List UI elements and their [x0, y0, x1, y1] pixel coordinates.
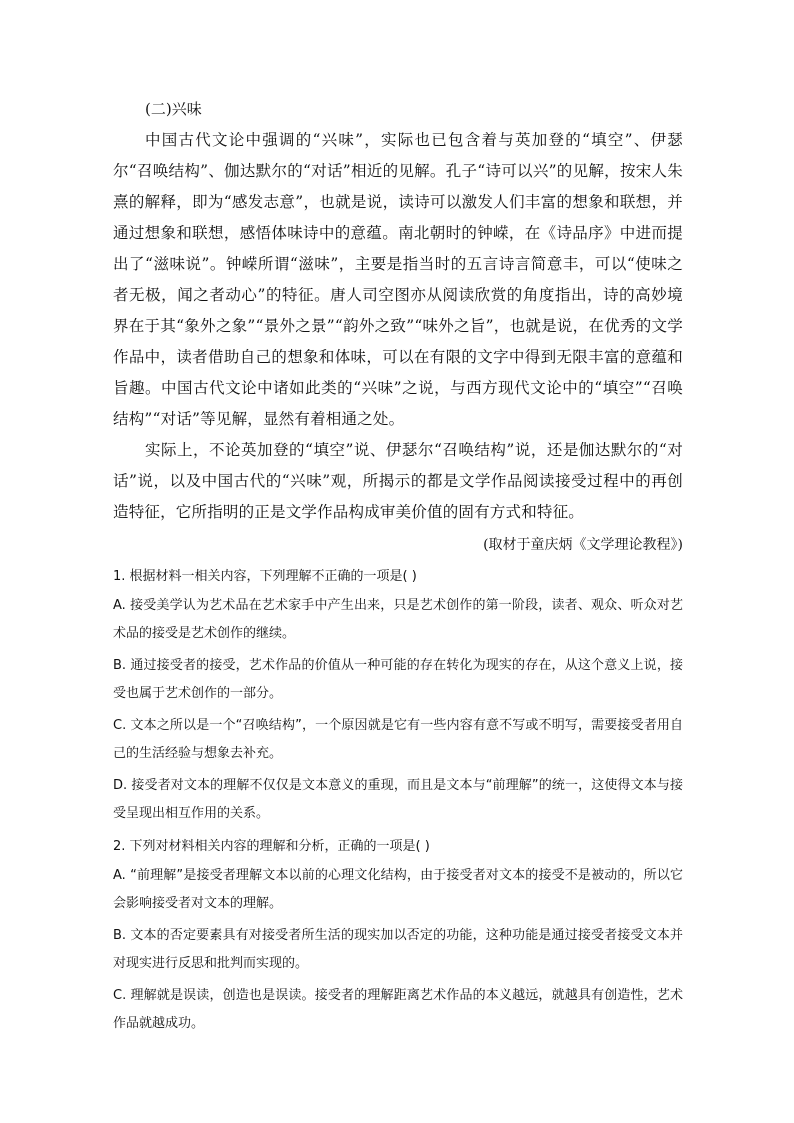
question-stem: 2. 下列对材料相关内容的理解和分析，正确的一项是( ) — [113, 839, 430, 854]
option-b: B. 文本的否定要素具有对接受者所生活的现实加以否定的功能，这种功能是通过接受者接受文本并对现实进行反思和批判而实现的。 — [113, 928, 683, 971]
question-2 — [113, 832, 683, 1038]
question-stem: 1. 根据材料一相关内容，下列理解不正确的一项是( ) — [113, 569, 417, 584]
option-a: A. “前理解”是接受者理解文本以前的心理文化结构，由于接受者对文本的接受不是被动的，所以它会影响接受者对文本的理解。 — [113, 868, 683, 911]
option-a: A. 接受美学认为艺术品在艺术家手中产生出来，只是艺术创作的第一阶段，读者、观众、听众对艺术品的接受是艺术创作的继续。 — [113, 598, 683, 641]
section-heading: (二)兴味 — [145, 100, 202, 118]
document-content — [113, 98, 683, 1042]
body-paragraph-2: 实际上，不论英加登的“填空”说、伊瑟尔“召唤结构”说，还是伽达默尔的“对话”说，以及中国古代的“兴味”观，所揭示的都是文学作品阅读接受过程中的再创造特征，它所指明的正是文学作品构成审美价值的固有方式和特征。 — [113, 441, 683, 521]
option-b: B. 通过接受者的接受，艺术作品的价值从一种可能的存在转化为现实的存在，从这个意义上说，接受也属于艺术创作的一部分。 — [113, 658, 683, 701]
question-1 — [113, 562, 683, 828]
source-citation: (取材于童庆炳《文学理论教程》) — [483, 537, 683, 553]
body-paragraph-1: 中国古代文论中强调的“兴味”，实际也已包含着与英加登的“填空”、伊瑟尔“召唤结构”、伽达默尔的“对话”相近的见解。孔子“诗可以兴”的见解，按宋人朱熹的解释，即为“感发志意”，也就是说，读诗可以激发人们丰富的想象和联想，并通过想象和联想，感悟体味诗中的意蕴。南北朝时的钟嵘，在《诗品序》中进而提出了“滋味说”。钟嵘所谓“滋味”，主要是指当时的五言诗言简意丰，可以“使味之者无极，闻之者动心”的特征。唐人司空图亦从阅读欣赏的角度指出，诗的高妙境界在于其“象外之象”“景外之景”“韵外之致”“味外之旨”，也就是说，在优秀的文学作品中，读者借助自己的想象和体味，可以在有限的文字中得到无限丰富的意蕴和旨趣。中国古代文论中诸如此类的“兴味”之说，与西方现代文论中的“填空”“召唤结构”“对话”等见解，显然有着相通之处。 — [113, 131, 683, 428]
option-d: D. 接受者对文本的理解不仅仅是文本意义的重现，而且是文本与“前理解”的统一，这使得文本与接受呈现出相互作用的关系。 — [113, 778, 683, 821]
option-c: C. 文本之所以是一个“召唤结构”，一个原因就是它有一些内容有意不写或不明写，需要接受者用自己的生活经验与想象去补充。 — [113, 718, 683, 761]
option-c: C. 理解就是误读，创造也是误读。接受者的理解距离艺术作品的本义越远，就越具有创造性，艺术作品就越成功。 — [113, 988, 683, 1031]
